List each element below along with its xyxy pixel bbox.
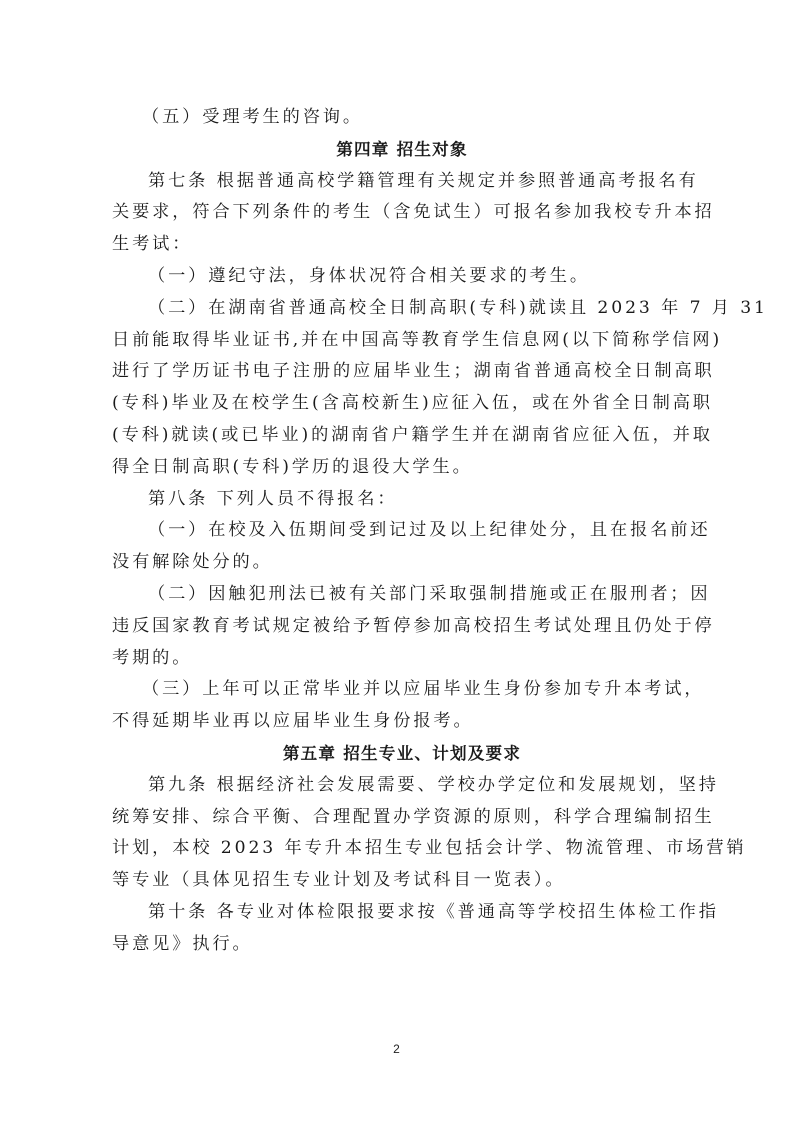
clause-item-5-line: （五）受理考生的咨询。 — [142, 107, 363, 127]
article-8-item-2-line-1: （二）因触犯刑法已被有关部门采取强制措施或正在服刑者；因 — [148, 583, 711, 604]
article-7-item-2-line-2: 日前能取得毕业证书,并在中国高等教育学生信息网(以下简称学信网) — [112, 329, 723, 350]
article-7-item-2-line-3: 进行了学历证书电子注册的应届毕业生；湖南省普通高校全日制高职 — [112, 361, 715, 382]
article-9-line-2: 统筹安排、综合平衡、合理配置办学资源的原则，科学合理编制招生 — [112, 806, 715, 827]
article-7-item-1: （一）遵纪守法，身体状况符合相关要求的考生。 — [148, 265, 590, 286]
article-9-line-4: 等专业（具体见招生专业计划及考试科目一览表）。 — [112, 870, 566, 891]
article-7-line-1: 第七条 根据普通高校学籍管理有关规定并参照普通高考报名有 — [148, 170, 699, 191]
article-8-item-2-line-2: 违反国家教育考试规定被给予暂停参加高校招生考试处理且仍处于停 — [112, 615, 715, 636]
article-7-item-2-line-1: （二）在湖南省普通高校全日制高职(专科)就读且 2023 年 7 月 31 — [148, 297, 768, 318]
article-8-line: 第八条 下列人员不得报名： — [148, 488, 398, 509]
article-7-line-2: 关要求，符合下列条件的考生（含免试生）可报名参加我校专升本招 — [112, 202, 715, 223]
article-8-item-1-line-2: 没有解除处分的。 — [112, 552, 273, 573]
article-8-item-3-line-1: （三）上年可以正常毕业并以应届毕业生身份参加专升本考试， — [142, 679, 705, 700]
article-8-item-2-line-3: 考期的。 — [112, 647, 193, 668]
page-number: 2 — [393, 1042, 400, 1056]
article-10-line-1: 第十条 各专业对体检限报要求按《普通高等学校招生体检工作指 — [148, 901, 719, 922]
document-body — [112, 102, 768, 961]
article-8-item-3-line-2: 不得延期毕业再以应届毕业生身份报考。 — [112, 711, 474, 732]
article-9-line-1: 第九条 根据经济社会发展需要、学校办学定位和发展规划，坚持 — [148, 774, 719, 795]
chapter-4-heading: 第四章 招生对象 — [336, 139, 468, 159]
article-7-item-2-line-5: (专科)就读(或已毕业)的湖南省户籍学生并在湖南省应征入伍，并取 — [112, 424, 713, 445]
article-7-item-2-line-4: (专科)毕业及在校学生(含高校新生)应征入伍，或在外省全日制高职 — [112, 393, 713, 414]
article-8-item-1-line-1: （一）在校及入伍期间受到记过及以上纪律处分，且在报名前还 — [148, 520, 711, 541]
article-7-line-3: 生考试： — [112, 234, 193, 255]
chapter-5-heading: 第五章 招生专业、计划及要求 — [282, 743, 522, 763]
article-7-item-2-line-6: 得全日制高职(专科)学历的退役大学生。 — [112, 456, 473, 477]
article-9-line-3: 计划，本校 2023 年专升本招生专业包括会计学、物流管理、市场营销 — [112, 838, 747, 859]
article-10-line-2: 导意见》执行。 — [112, 933, 253, 954]
